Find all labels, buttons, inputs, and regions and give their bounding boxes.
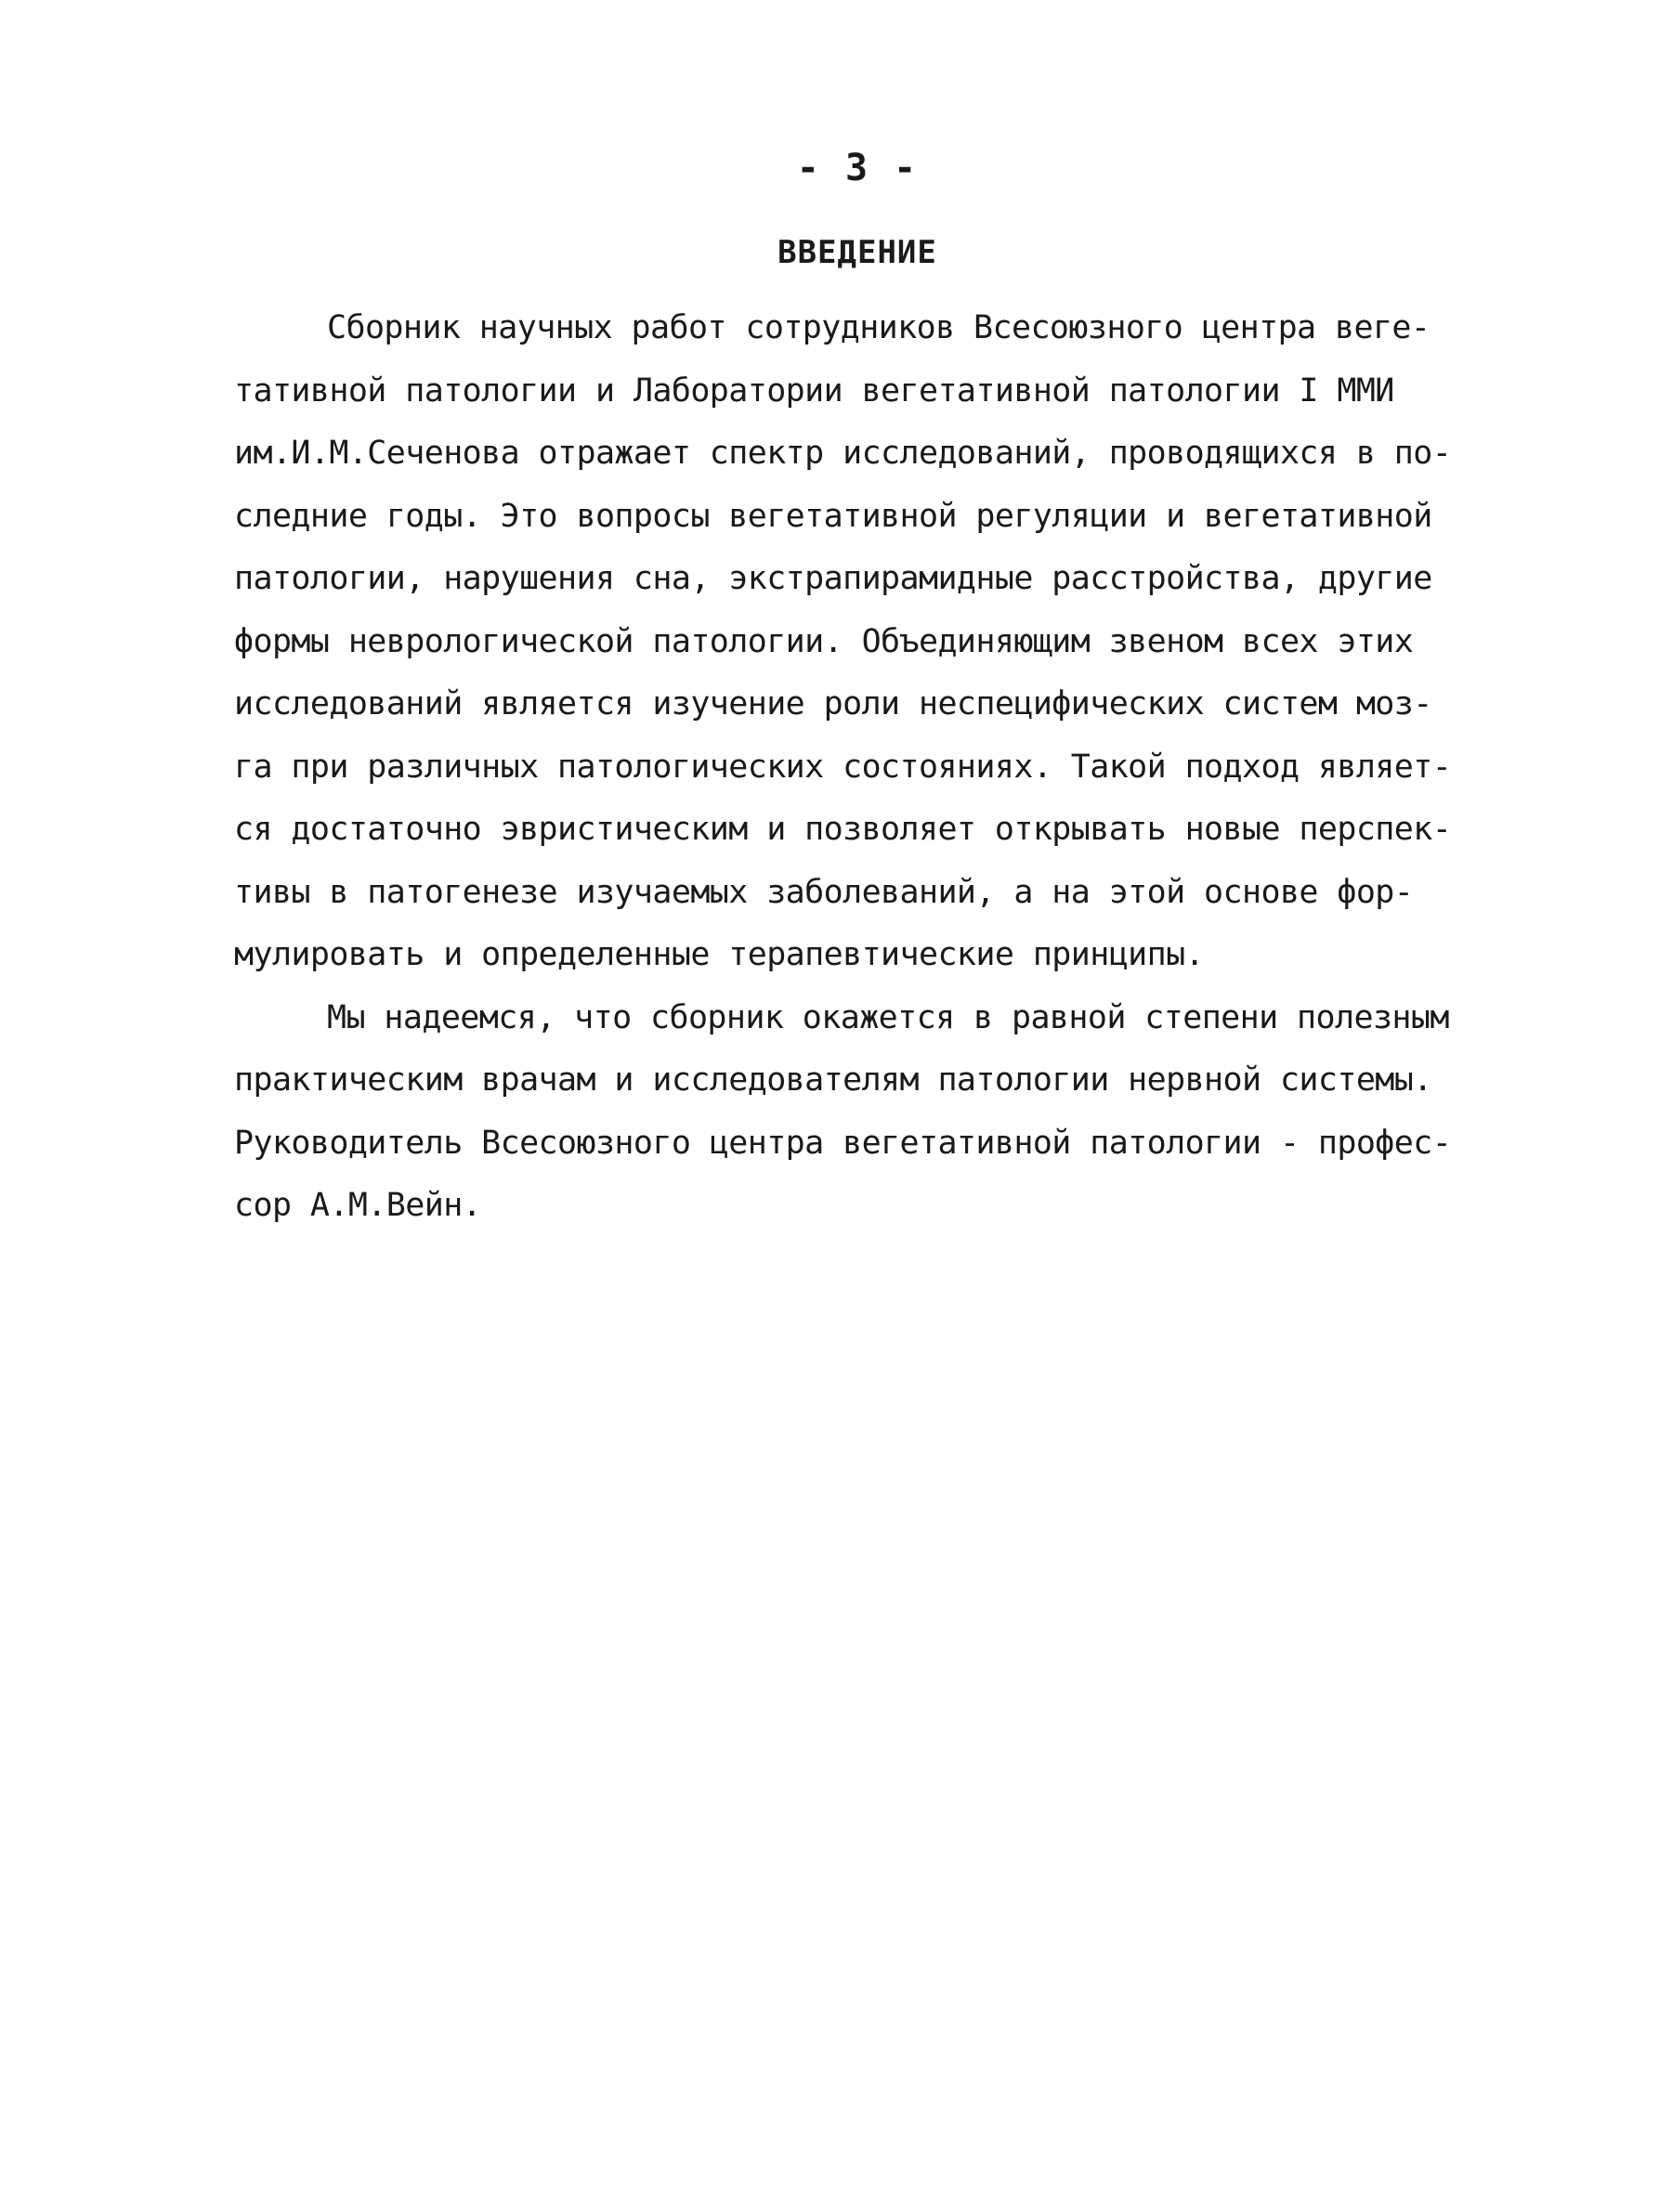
text-line: га при различных патологических состояниях. Такой подход являет- bbox=[234, 748, 1452, 786]
page-number: - 3 - bbox=[796, 147, 919, 189]
text-line: следние годы. Это вопросы вегетативной регуляции и вегетативной bbox=[234, 497, 1432, 535]
text-line: тативной патологии и Лаборатории вегетативной патологии I ММИ bbox=[234, 371, 1394, 410]
text-line: Сборник научных работ сотрудников Всесоюзного центра веге- bbox=[327, 309, 1430, 346]
text-line: Руководитель Всесоюзного центра вегетативной патологии - профес- bbox=[234, 1124, 1452, 1162]
text-line: тивы в патогенезе изучаемых заболеваний, а на этой основе фор- bbox=[234, 873, 1414, 911]
paragraph-2 bbox=[234, 987, 1497, 1238]
text-line: ся достаточно эвристическим и позволяет открывать новые перспек- bbox=[234, 811, 1452, 848]
paragraph-1 bbox=[234, 297, 1497, 987]
text-line: им.И.М.Сеченова отражает спектр исследований, проводящихся в по- bbox=[234, 435, 1452, 472]
text-line: сор А.М.Вейн. bbox=[234, 1187, 482, 1224]
text-line: патологии, нарушения сна, экстрапирамидные расстройства, другие bbox=[234, 560, 1432, 597]
text-line: практическим врачам и исследователям патологии нервной системы. bbox=[234, 1061, 1432, 1099]
text-line: мулировать и определенные терапевтические принципы. bbox=[234, 936, 1205, 973]
text-line: исследований является изучение роли неспецифических систем моз- bbox=[234, 685, 1432, 722]
text-line: формы неврологической патологии. Объединяющим звеном всех этих bbox=[234, 622, 1414, 660]
text-line: Мы надеемся, что сборник окажется в равной степени полезным bbox=[327, 998, 1449, 1036]
body-text bbox=[234, 297, 1497, 1238]
section-heading: ВВЕДЕНИЕ bbox=[777, 234, 937, 271]
